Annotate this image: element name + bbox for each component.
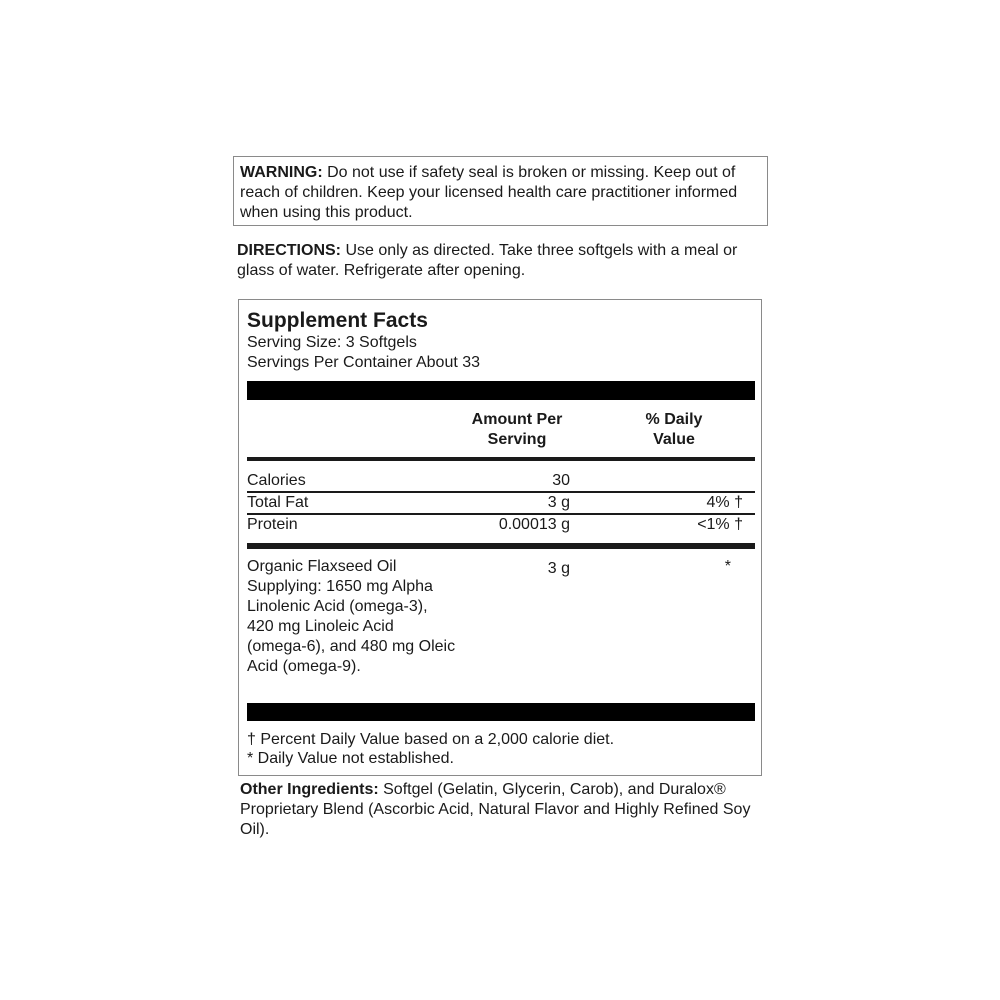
footnote-asterisk: * Daily Value not established. [247, 750, 454, 767]
ingredient-dv: * [724, 558, 731, 575]
row-total-fat-amount: 3 g [547, 494, 570, 511]
warning-text: Do not use if safety seal is broken or missing. Keep out of reach of children. Keep your licensed health care practitioner informed when using this product. [240, 164, 738, 221]
medium-rule-2 [247, 543, 755, 549]
facts-title: Supplement Facts [247, 309, 428, 332]
warning-box [233, 156, 768, 226]
other-ingredients-label: Other Ingredients: [240, 781, 379, 798]
servings-per-container: Servings Per Container About 33 [247, 354, 481, 371]
row-total-fat-name: Total Fat [247, 494, 309, 511]
thick-bar-bottom [247, 703, 755, 721]
col-dv-header [619, 410, 729, 450]
col-amount-header [447, 410, 587, 450]
col-dv-line2: Value [653, 431, 695, 448]
supplement-facts-panel [238, 299, 762, 776]
col-amount-line1: Amount Per [471, 411, 563, 428]
other-ingredients-text: Softgel (Gelatin, Glycerin, Carob), and Duralox® Proprietary Blend (Ascorbic Acid, Natural Flavor and Highly Refined Soy Oil). [240, 781, 751, 838]
directions-label: DIRECTIONS: [237, 242, 341, 259]
ingredient-amount: 3 g [547, 560, 570, 577]
directions-text: Use only as directed. Take three softgels with a meal or glass of water. Refrigerate after opening. [237, 242, 738, 279]
row-protein-amount: 0.00013 g [498, 516, 570, 533]
row-total-fat-dv: 4% † [706, 494, 743, 511]
row-protein-dv: <1% † [697, 516, 743, 533]
thick-bar-top [247, 381, 755, 400]
col-amount-line2: Serving [487, 431, 547, 448]
footnote-dagger: † Percent Daily Value based on a 2,000 calorie diet. [247, 731, 615, 748]
other-ingredients [240, 780, 760, 840]
directions [237, 241, 777, 281]
col-dv-line1: % Daily [645, 411, 703, 428]
row-protein-name: Protein [247, 516, 298, 533]
medium-rule [247, 457, 755, 461]
row-calories-amount: 30 [552, 472, 570, 489]
ingredient-name: Organic Flaxseed Oil Supplying: 1650 mg Alpha Linolenic Acid (omega-3), 420 mg Linoleic Acid (omega-6), and 480 mg Oleic Acid (omega-9). [247, 558, 456, 675]
serving-size: Serving Size: 3 Softgels [247, 334, 417, 351]
row-calories-name: Calories [247, 472, 306, 489]
warning-label: WARNING: [240, 164, 323, 181]
